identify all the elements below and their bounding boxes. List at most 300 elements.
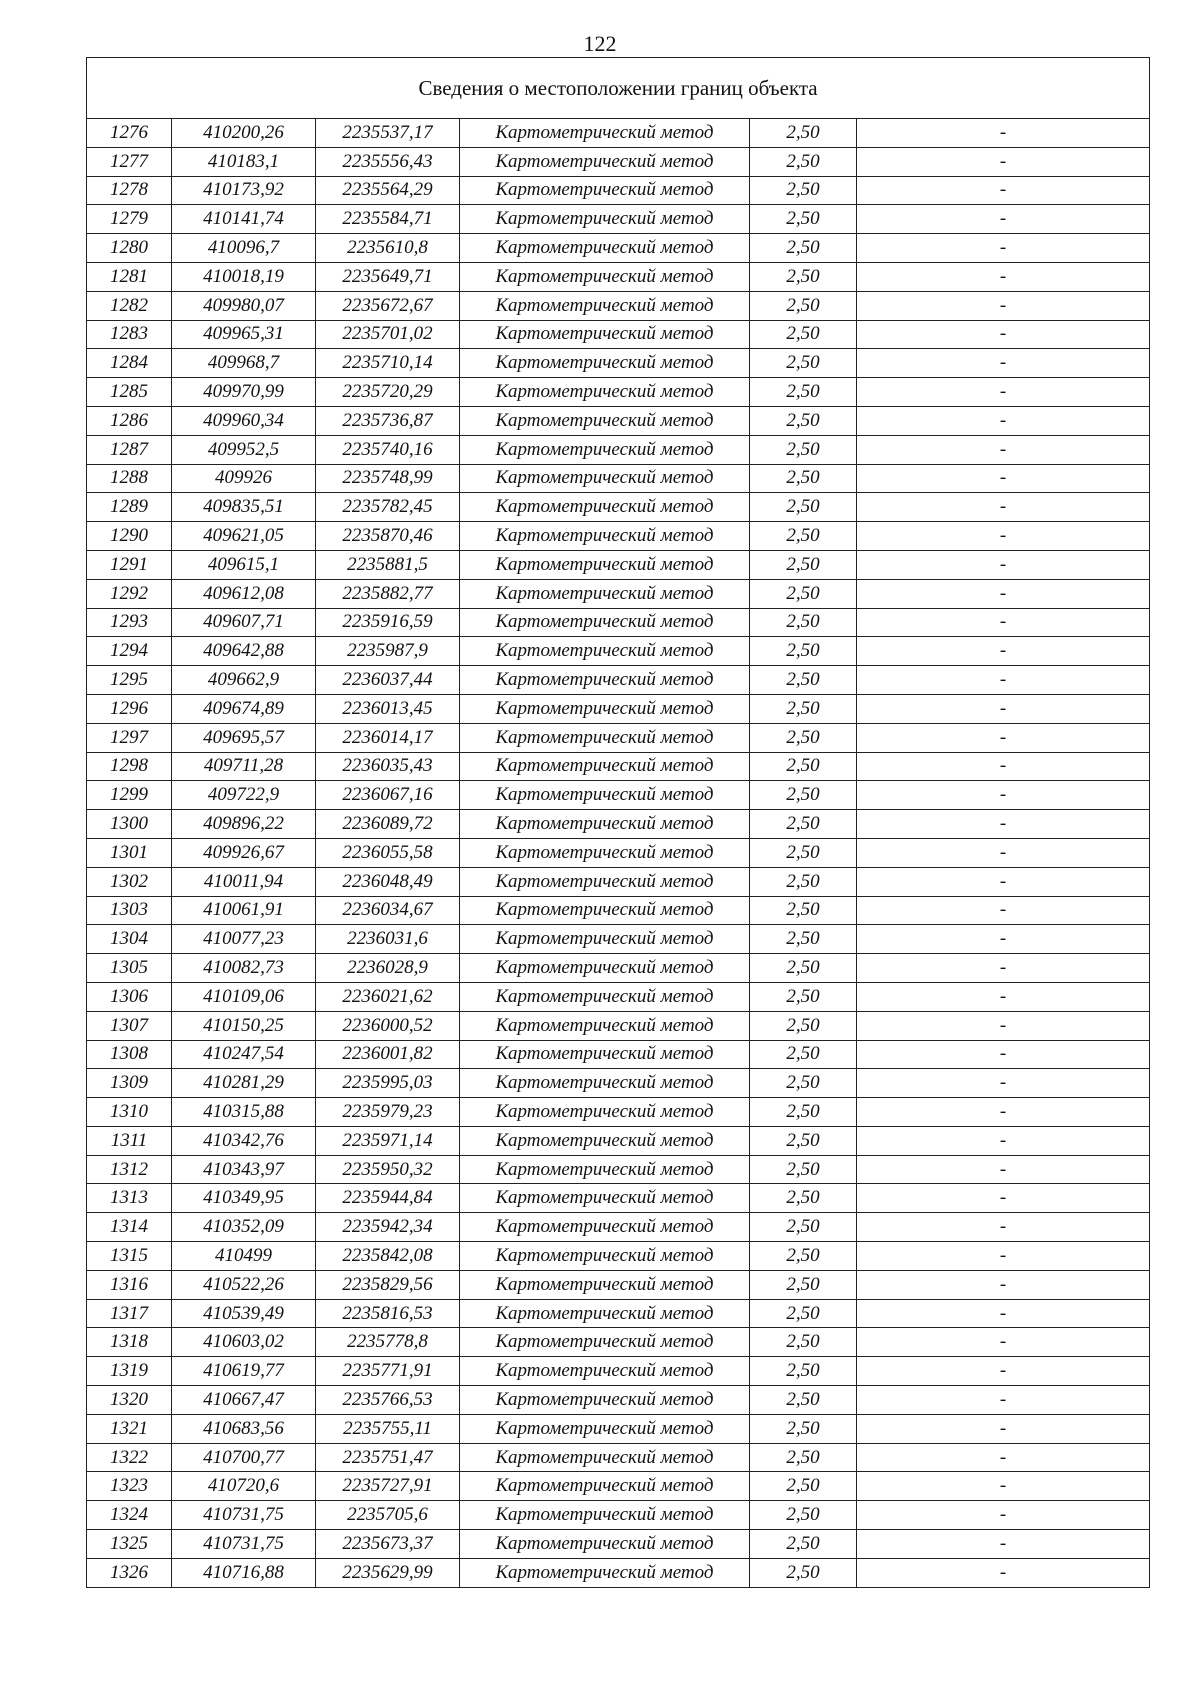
note-cell: -: [857, 608, 1150, 637]
y-coordinate-cell: 2235995,03: [316, 1069, 460, 1098]
y-coordinate-cell: 2236035,43: [316, 752, 460, 781]
y-coordinate-cell: 2235950,32: [316, 1155, 460, 1184]
x-coordinate-cell: 409968,7: [172, 349, 316, 378]
note-cell: -: [857, 1443, 1150, 1472]
note-cell: -: [857, 147, 1150, 176]
x-coordinate-cell: 410141,74: [172, 205, 316, 234]
accuracy-cell: 2,50: [750, 493, 857, 522]
method-cell: Картометрический метод: [460, 925, 750, 954]
y-coordinate-cell: 2236034,67: [316, 896, 460, 925]
table-row: [87, 1328, 1150, 1357]
method-cell: Картометрический метод: [460, 1011, 750, 1040]
point-number-cell: 1279: [87, 205, 172, 234]
y-coordinate-cell: 2235816,53: [316, 1299, 460, 1328]
point-number-cell: 1289: [87, 493, 172, 522]
point-number-cell: 1305: [87, 954, 172, 983]
y-coordinate-cell: 2236028,9: [316, 954, 460, 983]
accuracy-cell: 2,50: [750, 925, 857, 954]
table-row: [87, 493, 1150, 522]
method-cell: Картометрический метод: [460, 1386, 750, 1415]
accuracy-cell: 2,50: [750, 1011, 857, 1040]
accuracy-cell: 2,50: [750, 406, 857, 435]
point-number-cell: 1296: [87, 694, 172, 723]
accuracy-cell: 2,50: [750, 1155, 857, 1184]
method-cell: Картометрический метод: [460, 1155, 750, 1184]
table-row: [87, 694, 1150, 723]
table-row: [87, 1558, 1150, 1587]
note-cell: -: [857, 1184, 1150, 1213]
x-coordinate-cell: 410011,94: [172, 867, 316, 896]
accuracy-cell: 2,50: [750, 1184, 857, 1213]
note-cell: -: [857, 493, 1150, 522]
note-cell: -: [857, 320, 1150, 349]
method-cell: Картометрический метод: [460, 1040, 750, 1069]
method-cell: Картометрический метод: [460, 666, 750, 695]
point-number-cell: 1298: [87, 752, 172, 781]
x-coordinate-cell: 410247,54: [172, 1040, 316, 1069]
table-row: [87, 1184, 1150, 1213]
accuracy-cell: 2,50: [750, 349, 857, 378]
point-number-cell: 1317: [87, 1299, 172, 1328]
accuracy-cell: 2,50: [750, 320, 857, 349]
x-coordinate-cell: 410349,95: [172, 1184, 316, 1213]
y-coordinate-cell: 2235584,71: [316, 205, 460, 234]
accuracy-cell: 2,50: [750, 147, 857, 176]
accuracy-cell: 2,50: [750, 608, 857, 637]
method-cell: Картометрический метод: [460, 291, 750, 320]
table-row: [87, 205, 1150, 234]
method-cell: Картометрический метод: [460, 378, 750, 407]
table-row: [87, 291, 1150, 320]
table-row: [87, 464, 1150, 493]
method-cell: Картометрический метод: [460, 1328, 750, 1357]
table-row: [87, 119, 1150, 148]
table-row: [87, 781, 1150, 810]
point-number-cell: 1301: [87, 838, 172, 867]
point-number-cell: 1306: [87, 982, 172, 1011]
table-row: [87, 1414, 1150, 1443]
note-cell: -: [857, 1040, 1150, 1069]
point-number-cell: 1294: [87, 637, 172, 666]
y-coordinate-cell: 2235748,99: [316, 464, 460, 493]
table-row: [87, 550, 1150, 579]
method-cell: Картометрический метод: [460, 1558, 750, 1587]
method-cell: Картометрический метод: [460, 1443, 750, 1472]
y-coordinate-cell: 2235556,43: [316, 147, 460, 176]
x-coordinate-cell: 409615,1: [172, 550, 316, 579]
accuracy-cell: 2,50: [750, 637, 857, 666]
x-coordinate-cell: 410343,97: [172, 1155, 316, 1184]
x-coordinate-cell: 409965,31: [172, 320, 316, 349]
y-coordinate-cell: 2236067,16: [316, 781, 460, 810]
method-cell: Картометрический метод: [460, 608, 750, 637]
method-cell: Картометрический метод: [460, 406, 750, 435]
x-coordinate-cell: 410731,75: [172, 1530, 316, 1559]
point-number-cell: 1281: [87, 262, 172, 291]
point-number-cell: 1288: [87, 464, 172, 493]
x-coordinate-cell: 410200,26: [172, 119, 316, 148]
accuracy-cell: 2,50: [750, 1126, 857, 1155]
x-coordinate-cell: 410499: [172, 1242, 316, 1271]
method-cell: Картометрический метод: [460, 320, 750, 349]
x-coordinate-cell: 410716,88: [172, 1558, 316, 1587]
method-cell: Картометрический метод: [460, 205, 750, 234]
y-coordinate-cell: 2235987,9: [316, 637, 460, 666]
y-coordinate-cell: 2235870,46: [316, 522, 460, 551]
method-cell: Картометрический метод: [460, 1501, 750, 1530]
accuracy-cell: 2,50: [750, 205, 857, 234]
point-number-cell: 1283: [87, 320, 172, 349]
y-coordinate-cell: 2235727,91: [316, 1472, 460, 1501]
y-coordinate-cell: 2235673,37: [316, 1530, 460, 1559]
point-number-cell: 1322: [87, 1443, 172, 1472]
x-coordinate-cell: 410096,7: [172, 234, 316, 263]
x-coordinate-cell: 409642,88: [172, 637, 316, 666]
method-cell: Картометрический метод: [460, 810, 750, 839]
method-cell: Картометрический метод: [460, 1270, 750, 1299]
x-coordinate-cell: 410603,02: [172, 1328, 316, 1357]
accuracy-cell: 2,50: [750, 838, 857, 867]
table-row: [87, 1501, 1150, 1530]
table-row: [87, 1040, 1150, 1069]
note-cell: -: [857, 1011, 1150, 1040]
method-cell: Картометрический метод: [460, 637, 750, 666]
y-coordinate-cell: 2235782,45: [316, 493, 460, 522]
table-row: [87, 1242, 1150, 1271]
note-cell: -: [857, 810, 1150, 839]
point-number-cell: 1321: [87, 1414, 172, 1443]
point-number-cell: 1320: [87, 1386, 172, 1415]
y-coordinate-cell: 2235944,84: [316, 1184, 460, 1213]
y-coordinate-cell: 2235610,8: [316, 234, 460, 263]
x-coordinate-cell: 410539,49: [172, 1299, 316, 1328]
table-row: [87, 752, 1150, 781]
method-cell: Картометрический метод: [460, 982, 750, 1011]
accuracy-cell: 2,50: [750, 954, 857, 983]
note-cell: -: [857, 550, 1150, 579]
accuracy-cell: 2,50: [750, 666, 857, 695]
y-coordinate-cell: 2236001,82: [316, 1040, 460, 1069]
accuracy-cell: 2,50: [750, 694, 857, 723]
y-coordinate-cell: 2235916,59: [316, 608, 460, 637]
note-cell: -: [857, 954, 1150, 983]
table-row: [87, 954, 1150, 983]
method-cell: Картометрический метод: [460, 1069, 750, 1098]
y-coordinate-cell: 2235564,29: [316, 176, 460, 205]
note-cell: -: [857, 406, 1150, 435]
table-row: [87, 435, 1150, 464]
method-cell: Картометрический метод: [460, 838, 750, 867]
accuracy-cell: 2,50: [750, 234, 857, 263]
method-cell: Картометрический метод: [460, 723, 750, 752]
note-cell: -: [857, 579, 1150, 608]
note-cell: -: [857, 349, 1150, 378]
accuracy-cell: 2,50: [750, 781, 857, 810]
x-coordinate-cell: 410173,92: [172, 176, 316, 205]
point-number-cell: 1287: [87, 435, 172, 464]
method-cell: Картометрический метод: [460, 349, 750, 378]
note-cell: -: [857, 1299, 1150, 1328]
y-coordinate-cell: 2235705,6: [316, 1501, 460, 1530]
x-coordinate-cell: 409722,9: [172, 781, 316, 810]
x-coordinate-cell: 410061,91: [172, 896, 316, 925]
point-number-cell: 1319: [87, 1357, 172, 1386]
note-cell: -: [857, 1098, 1150, 1127]
point-number-cell: 1307: [87, 1011, 172, 1040]
method-cell: Картометрический метод: [460, 550, 750, 579]
point-number-cell: 1290: [87, 522, 172, 551]
x-coordinate-cell: 410683,56: [172, 1414, 316, 1443]
note-cell: -: [857, 1155, 1150, 1184]
note-cell: -: [857, 291, 1150, 320]
method-cell: Картометрический метод: [460, 262, 750, 291]
point-number-cell: 1277: [87, 147, 172, 176]
accuracy-cell: 2,50: [750, 1069, 857, 1098]
point-number-cell: 1282: [87, 291, 172, 320]
note-cell: -: [857, 435, 1150, 464]
table-row: [87, 1155, 1150, 1184]
note-cell: -: [857, 1357, 1150, 1386]
accuracy-cell: 2,50: [750, 723, 857, 752]
x-coordinate-cell: 410109,06: [172, 982, 316, 1011]
x-coordinate-cell: 410082,73: [172, 954, 316, 983]
table-row: [87, 1270, 1150, 1299]
table-row: [87, 608, 1150, 637]
accuracy-cell: 2,50: [750, 176, 857, 205]
y-coordinate-cell: 2235842,08: [316, 1242, 460, 1271]
table-row: [87, 262, 1150, 291]
x-coordinate-cell: 410667,47: [172, 1386, 316, 1415]
accuracy-cell: 2,50: [750, 119, 857, 148]
point-number-cell: 1291: [87, 550, 172, 579]
table-row: [87, 867, 1150, 896]
note-cell: -: [857, 119, 1150, 148]
note-cell: -: [857, 1328, 1150, 1357]
point-number-cell: 1323: [87, 1472, 172, 1501]
point-number-cell: 1318: [87, 1328, 172, 1357]
y-coordinate-cell: 2236014,17: [316, 723, 460, 752]
boundary-coordinates-table: [86, 57, 1150, 1588]
point-number-cell: 1276: [87, 119, 172, 148]
method-cell: Картометрический метод: [460, 752, 750, 781]
accuracy-cell: 2,50: [750, 1213, 857, 1242]
y-coordinate-cell: 2235766,53: [316, 1386, 460, 1415]
point-number-cell: 1316: [87, 1270, 172, 1299]
y-coordinate-cell: 2235771,91: [316, 1357, 460, 1386]
table-row: [87, 982, 1150, 1011]
note-cell: -: [857, 867, 1150, 896]
table-row: [87, 1213, 1150, 1242]
point-number-cell: 1314: [87, 1213, 172, 1242]
note-cell: -: [857, 694, 1150, 723]
x-coordinate-cell: 410342,76: [172, 1126, 316, 1155]
x-coordinate-cell: 409662,9: [172, 666, 316, 695]
x-coordinate-cell: 410281,29: [172, 1069, 316, 1098]
table-row: [87, 838, 1150, 867]
method-cell: Картометрический метод: [460, 781, 750, 810]
point-number-cell: 1286: [87, 406, 172, 435]
x-coordinate-cell: 410700,77: [172, 1443, 316, 1472]
accuracy-cell: 2,50: [750, 1558, 857, 1587]
method-cell: Картометрический метод: [460, 435, 750, 464]
point-number-cell: 1310: [87, 1098, 172, 1127]
method-cell: Картометрический метод: [460, 119, 750, 148]
x-coordinate-cell: 409711,28: [172, 752, 316, 781]
method-cell: Картометрический метод: [460, 147, 750, 176]
x-coordinate-cell: 410619,77: [172, 1357, 316, 1386]
table-row: [87, 925, 1150, 954]
point-number-cell: 1311: [87, 1126, 172, 1155]
note-cell: -: [857, 205, 1150, 234]
y-coordinate-cell: 2235881,5: [316, 550, 460, 579]
note-cell: -: [857, 925, 1150, 954]
method-cell: Картометрический метод: [460, 1472, 750, 1501]
point-number-cell: 1302: [87, 867, 172, 896]
y-coordinate-cell: 2235829,56: [316, 1270, 460, 1299]
point-number-cell: 1284: [87, 349, 172, 378]
note-cell: -: [857, 666, 1150, 695]
y-coordinate-cell: 2235701,02: [316, 320, 460, 349]
point-number-cell: 1303: [87, 896, 172, 925]
note-cell: -: [857, 464, 1150, 493]
section-title: Сведения о местоположении границ объекта: [87, 58, 1150, 119]
note-cell: -: [857, 1558, 1150, 1587]
note-cell: -: [857, 1472, 1150, 1501]
point-number-cell: 1326: [87, 1558, 172, 1587]
method-cell: Картометрический метод: [460, 1126, 750, 1155]
table-row: [87, 147, 1150, 176]
y-coordinate-cell: 2236048,49: [316, 867, 460, 896]
y-coordinate-cell: 2235672,67: [316, 291, 460, 320]
accuracy-cell: 2,50: [750, 1098, 857, 1127]
table-row: [87, 349, 1150, 378]
point-number-cell: 1324: [87, 1501, 172, 1530]
point-number-cell: 1299: [87, 781, 172, 810]
note-cell: -: [857, 1501, 1150, 1530]
table-row: [87, 1011, 1150, 1040]
x-coordinate-cell: 409926,67: [172, 838, 316, 867]
table-row: [87, 1069, 1150, 1098]
table-row: [87, 1472, 1150, 1501]
accuracy-cell: 2,50: [750, 464, 857, 493]
accuracy-cell: 2,50: [750, 1530, 857, 1559]
x-coordinate-cell: 410018,19: [172, 262, 316, 291]
table-row: [87, 1530, 1150, 1559]
y-coordinate-cell: 2235971,14: [316, 1126, 460, 1155]
method-cell: Картометрический метод: [460, 1213, 750, 1242]
note-cell: -: [857, 723, 1150, 752]
accuracy-cell: 2,50: [750, 378, 857, 407]
note-cell: -: [857, 378, 1150, 407]
note-cell: -: [857, 1069, 1150, 1098]
table-body: [87, 119, 1150, 1588]
table-row: [87, 579, 1150, 608]
note-cell: -: [857, 176, 1150, 205]
table-row: [87, 1386, 1150, 1415]
point-number-cell: 1325: [87, 1530, 172, 1559]
table-row: [87, 234, 1150, 263]
y-coordinate-cell: 2236013,45: [316, 694, 460, 723]
table-row: [87, 723, 1150, 752]
method-cell: Картометрический метод: [460, 954, 750, 983]
x-coordinate-cell: 410150,25: [172, 1011, 316, 1040]
note-cell: -: [857, 1530, 1150, 1559]
point-number-cell: 1315: [87, 1242, 172, 1271]
table-row: [87, 810, 1150, 839]
x-coordinate-cell: 410315,88: [172, 1098, 316, 1127]
method-cell: Картометрический метод: [460, 1184, 750, 1213]
table-row: [87, 176, 1150, 205]
accuracy-cell: 2,50: [750, 1414, 857, 1443]
point-number-cell: 1292: [87, 579, 172, 608]
note-cell: -: [857, 1386, 1150, 1415]
method-cell: Картометрический метод: [460, 579, 750, 608]
x-coordinate-cell: 409960,34: [172, 406, 316, 435]
section-header-row: [87, 58, 1150, 119]
method-cell: Картометрический метод: [460, 1299, 750, 1328]
point-number-cell: 1295: [87, 666, 172, 695]
note-cell: -: [857, 1270, 1150, 1299]
y-coordinate-cell: 2235720,29: [316, 378, 460, 407]
table-row: [87, 378, 1150, 407]
y-coordinate-cell: 2236037,44: [316, 666, 460, 695]
note-cell: -: [857, 1414, 1150, 1443]
method-cell: Картометрический метод: [460, 464, 750, 493]
y-coordinate-cell: 2236089,72: [316, 810, 460, 839]
accuracy-cell: 2,50: [750, 522, 857, 551]
table-row: [87, 896, 1150, 925]
x-coordinate-cell: 409835,51: [172, 493, 316, 522]
table-row: [87, 1299, 1150, 1328]
accuracy-cell: 2,50: [750, 867, 857, 896]
note-cell: -: [857, 262, 1150, 291]
x-coordinate-cell: 409970,99: [172, 378, 316, 407]
method-cell: Картометрический метод: [460, 1098, 750, 1127]
x-coordinate-cell: 409952,5: [172, 435, 316, 464]
point-number-cell: 1293: [87, 608, 172, 637]
y-coordinate-cell: 2235751,47: [316, 1443, 460, 1472]
method-cell: Картометрический метод: [460, 1530, 750, 1559]
method-cell: Картометрический метод: [460, 867, 750, 896]
x-coordinate-cell: 409896,22: [172, 810, 316, 839]
x-coordinate-cell: 409926: [172, 464, 316, 493]
x-coordinate-cell: 409607,71: [172, 608, 316, 637]
note-cell: -: [857, 982, 1150, 1011]
method-cell: Картометрический метод: [460, 1242, 750, 1271]
y-coordinate-cell: 2236000,52: [316, 1011, 460, 1040]
y-coordinate-cell: 2235629,99: [316, 1558, 460, 1587]
y-coordinate-cell: 2235778,8: [316, 1328, 460, 1357]
accuracy-cell: 2,50: [750, 1472, 857, 1501]
y-coordinate-cell: 2235537,17: [316, 119, 460, 148]
method-cell: Картометрический метод: [460, 1414, 750, 1443]
point-number-cell: 1285: [87, 378, 172, 407]
x-coordinate-cell: 410731,75: [172, 1501, 316, 1530]
method-cell: Картометрический метод: [460, 522, 750, 551]
accuracy-cell: 2,50: [750, 1242, 857, 1271]
note-cell: -: [857, 1126, 1150, 1155]
point-number-cell: 1304: [87, 925, 172, 954]
note-cell: -: [857, 522, 1150, 551]
point-number-cell: 1312: [87, 1155, 172, 1184]
accuracy-cell: 2,50: [750, 982, 857, 1011]
accuracy-cell: 2,50: [750, 262, 857, 291]
point-number-cell: 1300: [87, 810, 172, 839]
note-cell: -: [857, 752, 1150, 781]
table-row: [87, 1443, 1150, 1472]
accuracy-cell: 2,50: [750, 579, 857, 608]
y-coordinate-cell: 2236055,58: [316, 838, 460, 867]
